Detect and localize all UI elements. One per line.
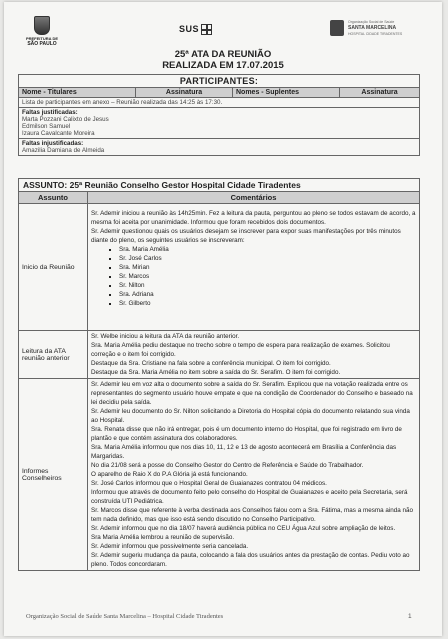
unjustified-label: Faltas injustificadas:	[22, 140, 84, 147]
health-cross-icon	[201, 24, 212, 35]
santa-marcelina-logo-line1: Organização Social de Saúde	[348, 20, 395, 24]
comment-paragraph: Sr. Ademir informou que possivelmente seria cancelada.	[91, 543, 249, 550]
assunto-heading: ASSUNTO: 25ª Reunião Conselho Gestor Hospital Cidade Tiradentes	[19, 179, 420, 192]
comment-paragraph: O aparelho de Raio X do P.A Glória já está funcionando.	[91, 471, 248, 478]
unjustified-name: Amazilia Damiana de Almeida	[22, 147, 105, 154]
document-page	[4, 2, 442, 636]
participants-table	[18, 74, 420, 156]
col-assinatura-1: Assinatura	[136, 88, 233, 98]
speaker-list	[119, 245, 416, 308]
col-assinatura-2: Assinatura	[340, 88, 420, 98]
justified-absences	[19, 108, 420, 139]
row-label: Informes Conselheiros	[19, 379, 88, 571]
list-item: ▪ Sra. Adriana	[119, 290, 416, 299]
page-number: 1	[408, 613, 412, 620]
col-suplentes: Nomes - Suplentes	[233, 88, 340, 98]
table-row	[19, 379, 420, 571]
comment-paragraph: Sr. Ademir informou que no dia 18/07 haverá audiência pública no CEU Água Azul sobre ampliação de leitos.	[91, 525, 396, 532]
col-assunto: Assunto	[19, 192, 88, 204]
row-label: Leitura da ATA reunião anterior	[19, 331, 88, 379]
comment-paragraph: Sr. José Carlos informou que o Hospital Geral de Guaianazes contratou 04 médicos.	[91, 480, 327, 487]
city-crest-icon	[34, 16, 50, 35]
list-item: ▪ Sr. José Carlos	[119, 254, 416, 263]
comment-paragraph: Sr. Welbe iniciou a leitura da ATA da reunião anterior.	[91, 333, 240, 340]
table-row	[19, 204, 420, 331]
santa-marcelina-logo-line3: HOSPITAL CIDADE TIRADENTES	[348, 32, 403, 36]
list-item: ▪ Sr. Gilberto	[119, 299, 416, 308]
document-title: 25ª ATA DA REUNIÃO	[174, 49, 272, 60]
col-comentarios: Comentários	[88, 192, 420, 204]
justified-name: Edmilson Samuel	[22, 123, 71, 130]
row-label: Inicio da Reunião	[19, 204, 88, 331]
comment-paragraph: Sra. Maria Amélia informou que nos dias 10, 11, 12 e 13 de agosto acontecerá em Brasília a Conferência das Margaridas.	[91, 444, 397, 460]
participants-heading: PARTICIPANTES:	[19, 75, 420, 88]
unjustified-absences	[19, 139, 420, 156]
justified-label: Faltas justificadas:	[22, 109, 78, 116]
participants-note: Lista de participantes em anexo – Reunião realizada das 14:25 às 17:30.	[19, 98, 420, 108]
document-subtitle: REALIZADA EM 17.07.2015	[162, 60, 284, 71]
prefeitura-logo-line1: PREFEITURA DE	[25, 36, 59, 41]
justified-name: Izaura Cavalcante Moreira	[22, 130, 95, 137]
row-comments	[88, 331, 420, 379]
assunto-table	[18, 178, 420, 571]
santa-marcelina-logo-line2: SANTA MARCELINA	[348, 25, 397, 31]
comment-paragraph: No dia 21/08 será a posse do Conselho Gestor do Centro de Referência e Saúde do Trabalhador.	[91, 462, 364, 469]
comment-paragraph: Sr. Ademir leu em voz alta o documento sobre a saída do Sr. Serafim. Explicou que na votação realizada entre os representantes do segmento usuário houve empate e que na condição de Coordenador do Conselho e baseado na lei decidiu pela saída.	[91, 381, 413, 406]
comment-paragraph: Sr. Ademir questionou quais os usuários desejam se inscrever para expor suas manifestações por três minutos diante do pleno, os seguintes usuários se inscreveram:	[91, 228, 401, 244]
comment-paragraph: Sra Maria Amélia lembrou a reunião de supervisão.	[91, 534, 235, 541]
comment-paragraph: Destaque da Sra. Cristiane na fala sobre a conferência municipal. O item foi corrigido.	[91, 360, 331, 367]
list-item: ▪ Sr. Marcos	[119, 272, 416, 281]
justified-name: Marta Pozzani Calixto de Jesus	[22, 116, 109, 123]
row-comments	[88, 379, 420, 571]
sus-logo	[179, 24, 212, 35]
comment-paragraph: Sra. Maria Amélia pediu destaque no trecho sobre o tempo de espera para realização de exames. Solicitou correção e o item foi corrigido.	[91, 342, 390, 358]
comment-paragraph: Sr. Ademir leu documento do Sr. Nilton solicitando a Diretoria do Hospital cópia do documento relatando sua vinda ao Hospital.	[91, 408, 410, 424]
comment-paragraph: Sra. Renata disse que não irá entregar, pois é um documento interno do Hospital, que foi registrado em livro de plantão e que contém assinatura dos colaboradores.	[91, 426, 402, 442]
comment-paragraph: Sr. Ademir iniciou a reunião às 14h25min. Fez a leitura da pauta, perguntou ao pleno se todos estavam de acordo, a mesma foi aceita por unanimidade. Informou que foram recebidos dois documentos.	[91, 210, 416, 226]
comment-paragraph: Sr. Marcos disse que referente à verba destinada aos Conselhos falou com a Sra. Fátima, mas a mesma ainda não tem nada definido, mas que isso está sendo discutido no Conselho Participativo.	[91, 507, 414, 523]
col-titulares: Nome - Titulares	[19, 88, 136, 98]
prefeitura-logo	[24, 16, 60, 47]
table-row	[19, 331, 420, 379]
comment-paragraph: Destaque da Sra. Maria Amélia no item sobre a saída do Sr. Serafim. O item foi corrigido.	[91, 369, 341, 376]
sus-logo-text: SUS	[179, 24, 200, 34]
santa-marcelina-mark-icon	[330, 20, 344, 36]
list-item: ▪ Sra. Maria Amélia	[119, 245, 416, 254]
comment-paragraph: Informou que através de documento feito pelo conselho do Hospital de Guaianazes e aceito pela Secretaria, será construída UTI Pediátrica.	[91, 489, 408, 505]
comment-paragraph: Sr. Ademir sugeriu mudança da pauta, colocando a fala dos usuários antes da prestação de contas. Pediu voto ao pleno. Todos concordaram.	[91, 552, 410, 568]
row-comments	[88, 204, 420, 331]
prefeitura-logo-line2: SÃO PAULO	[27, 41, 57, 47]
list-item: ▪ Sr. Nilton	[119, 281, 416, 290]
page-footer: Organização Social de Saúde Santa Marcelina – Hospital Cidade Tiradentes	[26, 613, 224, 620]
list-item: ▪ Sra. Mirian	[119, 263, 416, 272]
